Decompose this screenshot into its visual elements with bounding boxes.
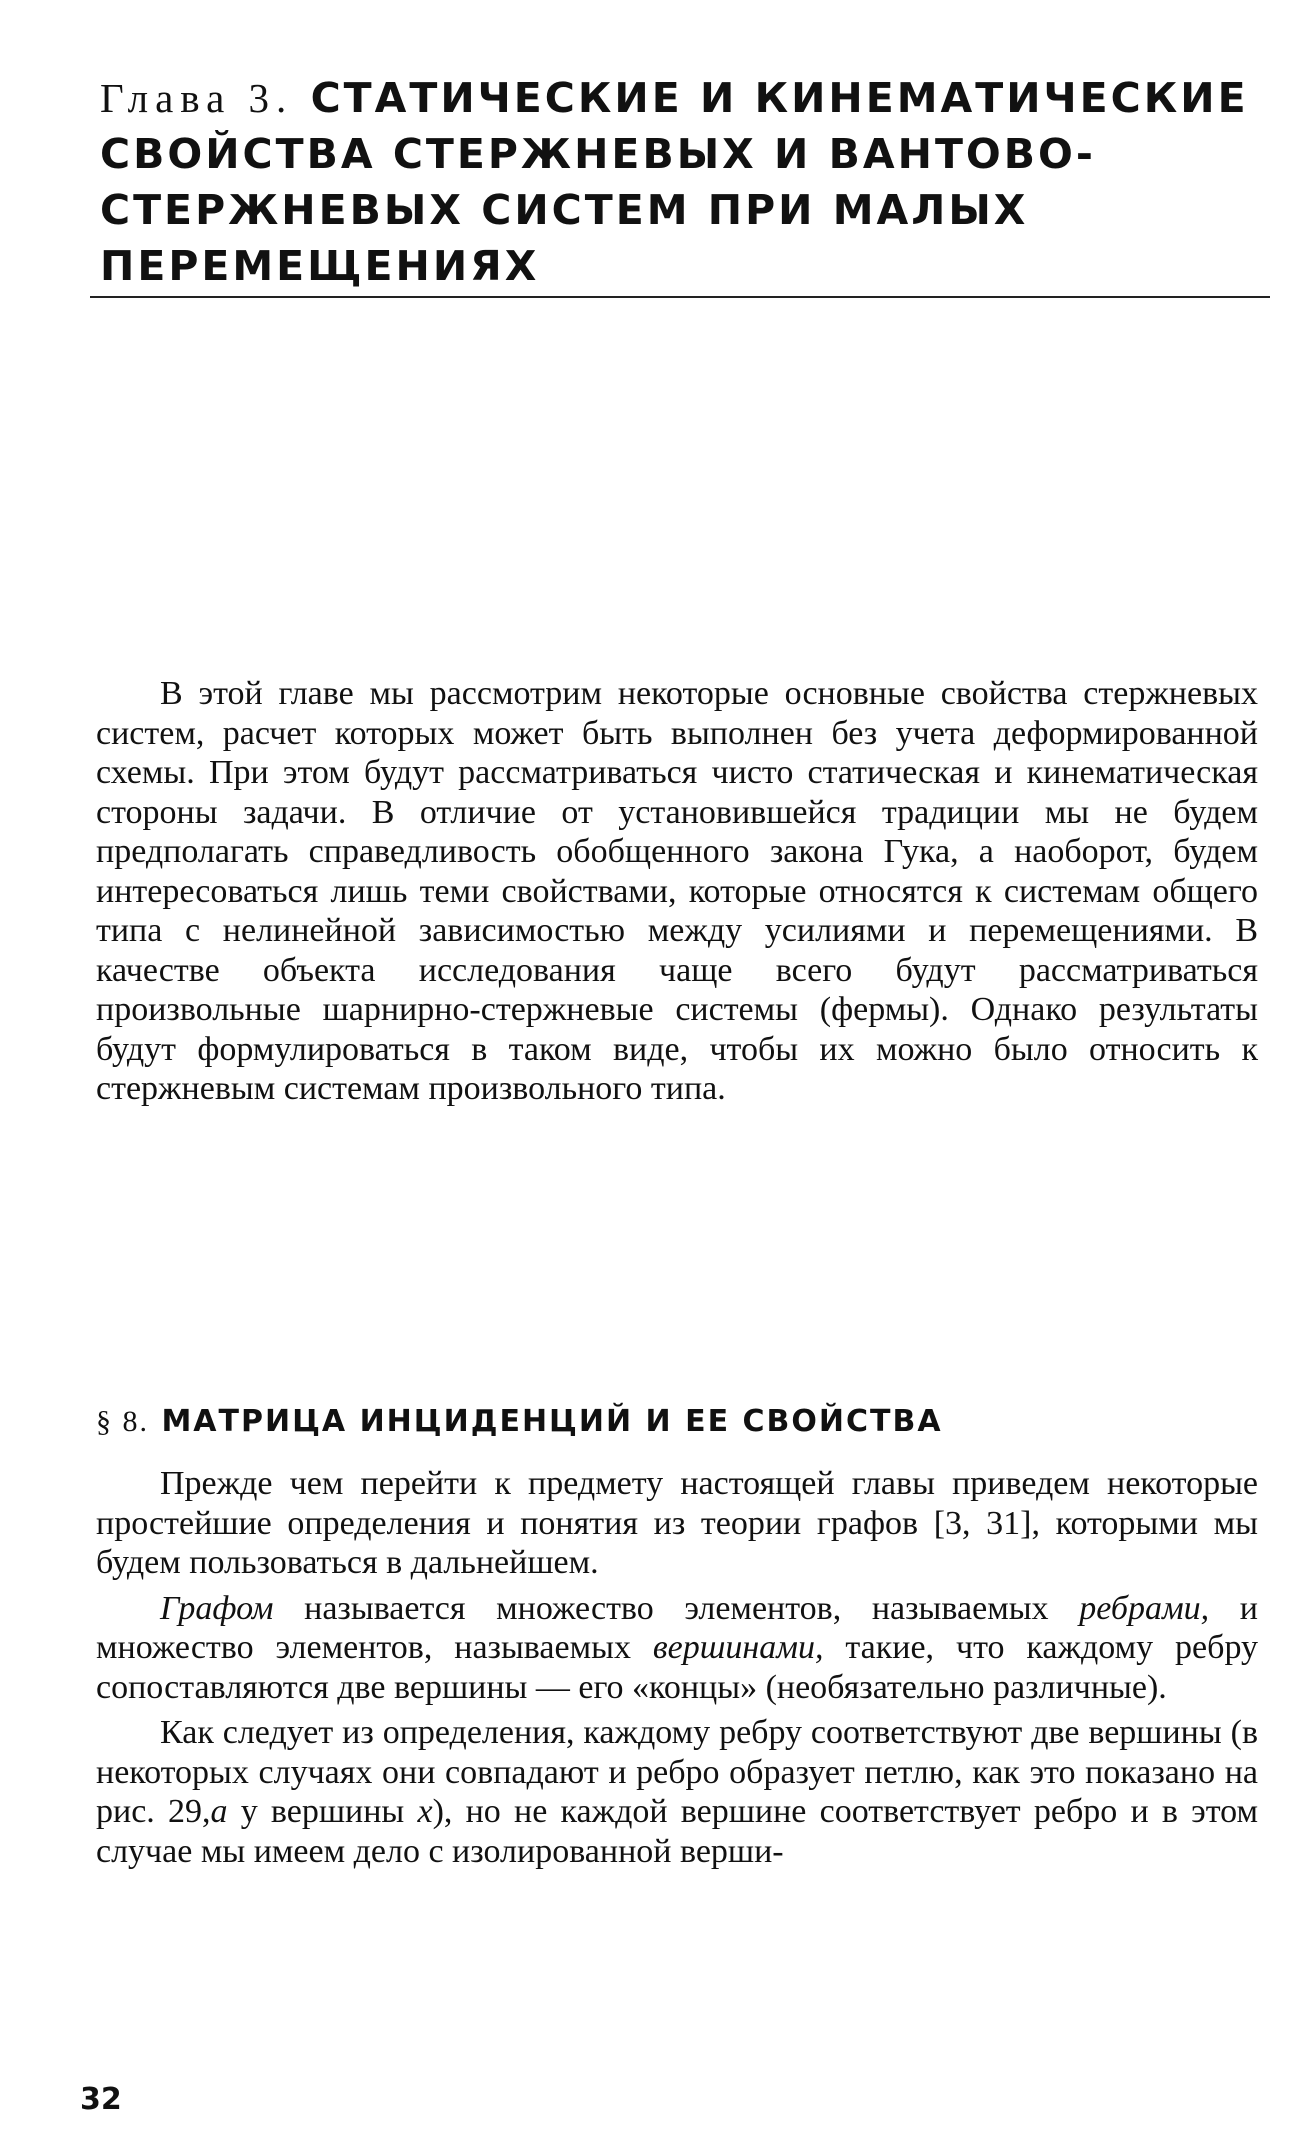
- section-title: МАТРИЦА ИНЦИДЕНЦИЙ И ЕЕ СВОЙСТВА: [161, 1404, 943, 1439]
- section-paragraph-3: [96, 1713, 1258, 1871]
- paragraph-2-text-c: такие, что каждому ребру сопоставляются две вершины — его «концы» (необязательно различные).: [96, 1629, 1259, 1706]
- section-number: § 8.: [96, 1405, 149, 1438]
- term-vertices: вершинами,: [652, 1629, 824, 1666]
- term-graph: Графом: [160, 1589, 274, 1627]
- figure-letter: а: [210, 1793, 228, 1830]
- paragraph-3-text-c: ), но не каждой вершине соответствует ребро и в этом случае мы имеем дело с изолированной верши-: [96, 1793, 1258, 1870]
- chapter-label: Глава 3.: [100, 75, 294, 121]
- section-body: [96, 1464, 1258, 1871]
- intro-paragraph: В этой главе мы рассмотрим некоторые основные свойства стержневых систем, расчет которых может быть выполнен без учета деформированной схемы. При этом будут рассматриваться чисто статическая и кинематическая стороны задачи. В отличие от установившейся традиции мы не будем предполагать справедливость обобщенного закона Гука, а наоборот, будем интересоваться лишь теми свойствами, которые относятся к системам общего типа с нелинейной зависимостью между усилиями и перемещениями. В качестве объекта исследования чаще всего будут рассматриваться произвольные шарнирно-стержневые системы (фермы). Однако результаты будут формулироваться в таком виде, чтобы их можно было относить к стержневым системам произвольного типа.: [96, 675, 1258, 1107]
- paragraph-2-text-a: называется множество элементов, называемых: [273, 1589, 1080, 1627]
- term-edges: ребрами,: [1079, 1589, 1210, 1627]
- paragraph-3-text-b: у вершины: [227, 1793, 418, 1830]
- chapter-header: [100, 70, 1270, 294]
- intro-block: [96, 674, 1258, 1109]
- section-paragraph-2: [96, 1589, 1258, 1708]
- section-paragraph-1: Прежде чем перейти к предмету настоящей главы приведем некоторые простейшие определения и понятия из теории графов [3, 31], которыми мы будем пользоваться в дальнейшем.: [96, 1465, 1258, 1581]
- paragraph-3-text-a: Как следует из определения, каждому ребру соответствуют две вершины (в некоторых случаях они совпадают и ребро образует петлю, как это показано на рис. 29,: [96, 1714, 1258, 1830]
- page-number: 32: [80, 2082, 122, 2117]
- chapter-title: [100, 70, 1270, 294]
- section-heading: [96, 1404, 943, 1439]
- paragraph-2-text-b: и множество элементов, называемых: [96, 1589, 1258, 1666]
- variable-x: x: [417, 1793, 433, 1830]
- title-divider: [90, 296, 1270, 298]
- chapter-title-text: СТАТИЧЕСКИЕ И КИНЕМАТИЧЕСКИЕ СВОЙСТВА СТЕРЖНЕВЫХ И ВАНТОВО-СТЕРЖНЕВЫХ СИСТЕМ ПРИ МАЛЫХ ПЕРЕМЕЩЕНИЯХ: [100, 74, 1249, 290]
